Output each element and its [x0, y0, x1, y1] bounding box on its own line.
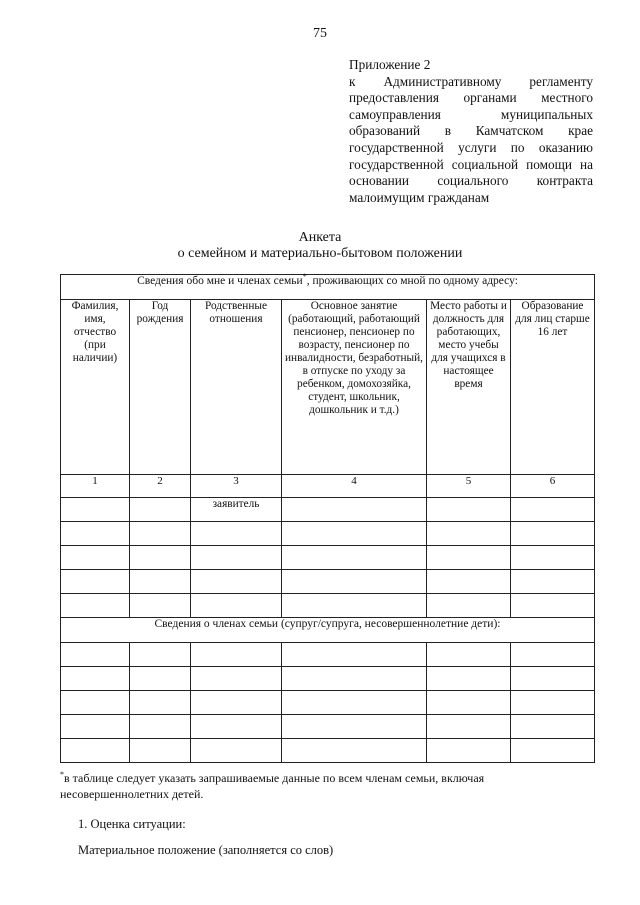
table-row — [61, 546, 595, 570]
table-cell[interactable] — [130, 594, 191, 618]
table-cell[interactable] — [130, 570, 191, 594]
table-cell[interactable] — [191, 739, 282, 763]
form-title: Анкета — [298, 230, 342, 245]
family-info-table — [60, 274, 595, 763]
table-cell[interactable] — [61, 594, 130, 618]
column-number: 5 — [427, 475, 511, 498]
table-cell[interactable] — [511, 546, 595, 570]
appendix-block — [349, 57, 593, 206]
page-number: 75 — [313, 26, 327, 41]
column-header: Образование для лиц старше 16 лет — [511, 300, 595, 475]
column-number: 4 — [282, 475, 427, 498]
table-cell[interactable] — [282, 594, 427, 618]
column-number: 3 — [191, 475, 282, 498]
table-banner — [61, 272, 595, 300]
table-cell[interactable] — [61, 498, 130, 522]
table-row — [61, 715, 595, 739]
table-cell[interactable] — [511, 522, 595, 546]
banner-text-end: , проживающих со мной по одному адресу: — [306, 275, 518, 287]
table-cell[interactable] — [511, 739, 595, 763]
table-cell[interactable] — [511, 570, 595, 594]
table-row — [61, 739, 595, 763]
table-row — [61, 570, 595, 594]
table-cell[interactable] — [427, 643, 511, 667]
table-cell[interactable] — [427, 691, 511, 715]
table-cell[interactable] — [282, 643, 427, 667]
table-cell[interactable] — [191, 522, 282, 546]
table-cell[interactable] — [130, 643, 191, 667]
section-heading-assessment: 1. Оценка ситуации: — [78, 817, 186, 831]
column-header: Год рождения — [130, 300, 191, 475]
table-cell[interactable] — [427, 715, 511, 739]
column-number: 6 — [511, 475, 595, 498]
footnote-marker: * — [60, 770, 64, 779]
table-row — [61, 667, 595, 691]
footnote-text: в таблице следует указать запрашиваемые данные по всем членам семьи, включая — [64, 771, 485, 785]
column-header: Место работы и должность для работающих, место учебы для учащихся в настоящее время — [427, 300, 511, 475]
table-cell[interactable] — [191, 667, 282, 691]
table-cell[interactable] — [61, 522, 130, 546]
appendix-text: к Административному регламенту предоставления органами местного самоуправления муниципальных образований в Камчатском крае государственной услуги по оказанию государственной социальной помощи на основании социального контракта малоимущим гражданам — [349, 73, 593, 205]
table-cell[interactable] — [191, 594, 282, 618]
table-cell[interactable] — [130, 715, 191, 739]
table-header-row — [61, 300, 595, 475]
column-number: 2 — [130, 475, 191, 498]
footnote-text-end: несовершеннолетних детей. — [60, 787, 204, 801]
table-row — [61, 691, 595, 715]
table-cell[interactable] — [427, 667, 511, 691]
table-cell[interactable] — [130, 667, 191, 691]
column-header: Фамилия, имя, отчество (при наличии) — [61, 300, 130, 475]
table-cell[interactable] — [282, 739, 427, 763]
table-cell[interactable] — [191, 691, 282, 715]
appendix-title: Приложение 2 — [349, 57, 431, 72]
table-cell[interactable] — [282, 570, 427, 594]
table-cell[interactable] — [427, 739, 511, 763]
footnote-marker: * — [302, 272, 307, 282]
table-cell[interactable] — [61, 739, 130, 763]
table-cell[interactable] — [282, 498, 427, 522]
table-cell[interactable] — [427, 594, 511, 618]
table-cell[interactable] — [427, 522, 511, 546]
table-cell[interactable] — [130, 522, 191, 546]
family-members-section-row — [61, 618, 595, 643]
family-members-heading: Сведения о членах семьи (супруг/супруга, несовершеннолетние дети): — [61, 618, 595, 643]
table-cell[interactable] — [61, 691, 130, 715]
table-cell[interactable] — [130, 498, 191, 522]
table-cell[interactable] — [282, 546, 427, 570]
table-cell[interactable] — [61, 570, 130, 594]
table-cell[interactable] — [511, 498, 595, 522]
table-cell[interactable] — [511, 643, 595, 667]
banner-text: Сведения обо мне и членах семьи — [137, 275, 303, 287]
table-cell[interactable] — [282, 715, 427, 739]
table-cell[interactable] — [282, 691, 427, 715]
table-cell[interactable] — [427, 498, 511, 522]
table-cell[interactable] — [511, 667, 595, 691]
table-cell[interactable] — [282, 522, 427, 546]
applicant-row — [61, 498, 595, 522]
column-header: Основное занятие (работающий, работающий пенсионер, пенсионер по возрасту, пенсионер по инвалидности, безработный, в отпуске по уходу за ребенком, домохозяйка, студент, школьник, дошкольник и т.д.) — [282, 300, 427, 475]
table-cell[interactable] — [61, 715, 130, 739]
table-cell[interactable] — [130, 691, 191, 715]
footnote — [60, 770, 594, 802]
applicant-label: заявитель — [191, 498, 282, 522]
table-cell[interactable] — [191, 715, 282, 739]
table-cell[interactable] — [427, 546, 511, 570]
table-cell[interactable] — [511, 715, 595, 739]
table-row — [61, 643, 595, 667]
column-numbers-row — [61, 475, 595, 498]
table-cell[interactable] — [191, 546, 282, 570]
table-cell[interactable] — [61, 643, 130, 667]
table-cell[interactable] — [282, 667, 427, 691]
table-cell[interactable] — [130, 546, 191, 570]
table-cell[interactable] — [61, 546, 130, 570]
table-banner-row — [61, 275, 595, 300]
table-cell[interactable] — [427, 570, 511, 594]
table-cell[interactable] — [511, 691, 595, 715]
column-number: 1 — [61, 475, 130, 498]
table-cell[interactable] — [191, 643, 282, 667]
table-row — [61, 522, 595, 546]
column-header: Родственные отношения — [191, 300, 282, 475]
form-subtitle: о семейном и материально-бытовом положении — [177, 246, 463, 261]
table-cell[interactable] — [191, 570, 282, 594]
section-label-material-situation: Материальное положение (заполняется со слов) — [78, 843, 334, 857]
table-cell[interactable] — [61, 667, 130, 691]
table-cell[interactable] — [130, 739, 191, 763]
table-row — [61, 594, 595, 618]
table-cell[interactable] — [511, 594, 595, 618]
